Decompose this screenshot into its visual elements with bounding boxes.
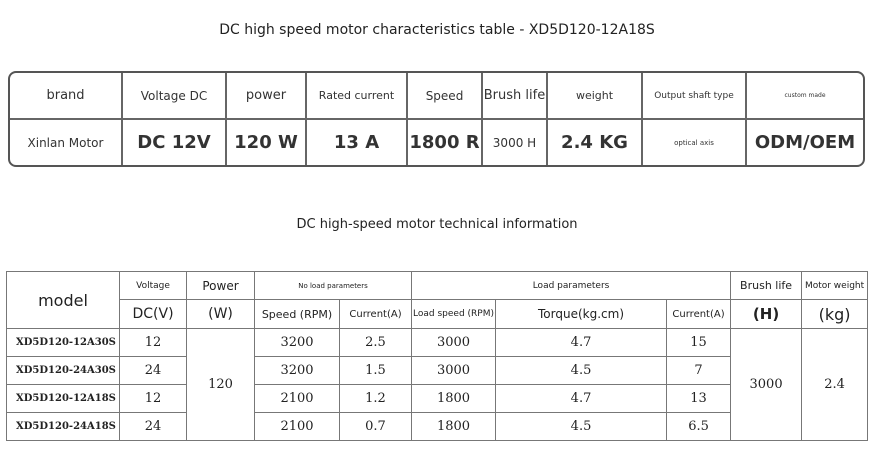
model-header: model — [7, 272, 120, 329]
load-speed-subheader: Load speed (RPM) — [412, 300, 496, 329]
current-subheader: Current(A) — [340, 300, 412, 329]
load-current-cell: 15 — [667, 329, 731, 357]
current-cell: 1.5 — [340, 357, 412, 385]
load-header: Load parameters — [412, 272, 731, 300]
table-row — [7, 329, 868, 357]
torque-subheader: Torque(kg.cm) — [496, 300, 667, 329]
model-cell: XD5D120-24A18S — [7, 413, 120, 441]
voltage-header: Voltage — [120, 272, 187, 300]
load-current-cell: 13 — [667, 385, 731, 413]
brand-header: brand — [10, 73, 123, 120]
speed-value: 1800 R — [408, 120, 483, 165]
power-header: power — [227, 73, 307, 120]
speed-cell: 3200 — [255, 357, 340, 385]
voltage-cell: 12 — [120, 385, 187, 413]
motor-weight-cell: 2.4 — [802, 329, 868, 441]
load-speed-cell: 3000 — [412, 357, 496, 385]
power-unit: (W) — [187, 300, 255, 329]
voltage-cell: 24 — [120, 413, 187, 441]
power-value: 120 W — [227, 120, 307, 165]
characteristics-title: DC high speed motor characteristics table - XD5D120-12A18S — [219, 22, 655, 38]
power-cell: 120 — [187, 329, 255, 441]
motor-weight-header: Motor weight — [802, 272, 868, 300]
current-cell: 2.5 — [340, 329, 412, 357]
voltage-cell: 24 — [120, 357, 187, 385]
speed-header: Speed — [408, 73, 483, 120]
load-current-cell: 7 — [667, 357, 731, 385]
no-load-header: No load parameters — [255, 272, 412, 300]
power-header: Power — [187, 272, 255, 300]
brush-life-cell: 3000 — [731, 329, 802, 441]
torque-cell: 4.7 — [496, 385, 667, 413]
custom-made-header: custom made — [747, 73, 863, 120]
torque-cell: 4.5 — [496, 357, 667, 385]
custom-made-value: ODM/OEM — [754, 132, 856, 153]
model-cell: XD5D120-12A18S — [7, 385, 120, 413]
brush-life-unit: (H) — [731, 300, 802, 329]
motor-weight-unit: (kg) — [802, 300, 868, 329]
speed-cell: 2100 — [255, 385, 340, 413]
model-cell: XD5D120-12A30S — [7, 329, 120, 357]
speed-cell: 3200 — [255, 329, 340, 357]
load-speed-cell: 1800 — [412, 385, 496, 413]
brand-value: Xinlan Motor — [10, 120, 123, 165]
output-shaft-value: optical axis — [643, 120, 747, 165]
speed-cell: 2100 — [255, 413, 340, 441]
characteristics-table — [8, 71, 865, 167]
technical-info-title: DC high-speed motor technical information — [296, 217, 578, 232]
voltage-header: Voltage DC — [123, 73, 227, 120]
torque-cell: 4.7 — [496, 329, 667, 357]
output-shaft-header: Output shaft type — [643, 73, 747, 120]
current-cell: 1.2 — [340, 385, 412, 413]
load-current-cell: 6.5 — [667, 413, 731, 441]
rated-current-header: Rated current — [307, 73, 408, 120]
voltage-unit: DC(V) — [120, 300, 187, 329]
model-cell: XD5D120-24A30S — [7, 357, 120, 385]
weight-value: 2.4 KG — [548, 120, 643, 165]
brush-life-value: 3000 H — [483, 120, 548, 165]
brush-life-header: Brush life — [731, 272, 802, 300]
brush-life-header: Brush life — [483, 73, 548, 120]
rated-current-value: 13 A — [307, 120, 408, 165]
technical-info-table — [6, 271, 868, 441]
current-cell: 0.7 — [340, 413, 412, 441]
speed-subheader: Speed (RPM) — [255, 300, 340, 329]
weight-header: weight — [548, 73, 643, 120]
load-current-subheader: Current(A) — [667, 300, 731, 329]
torque-cell: 4.5 — [496, 413, 667, 441]
voltage-value: DC 12V — [123, 120, 227, 165]
load-speed-cell: 1800 — [412, 413, 496, 441]
voltage-cell: 12 — [120, 329, 187, 357]
load-speed-cell: 3000 — [412, 329, 496, 357]
